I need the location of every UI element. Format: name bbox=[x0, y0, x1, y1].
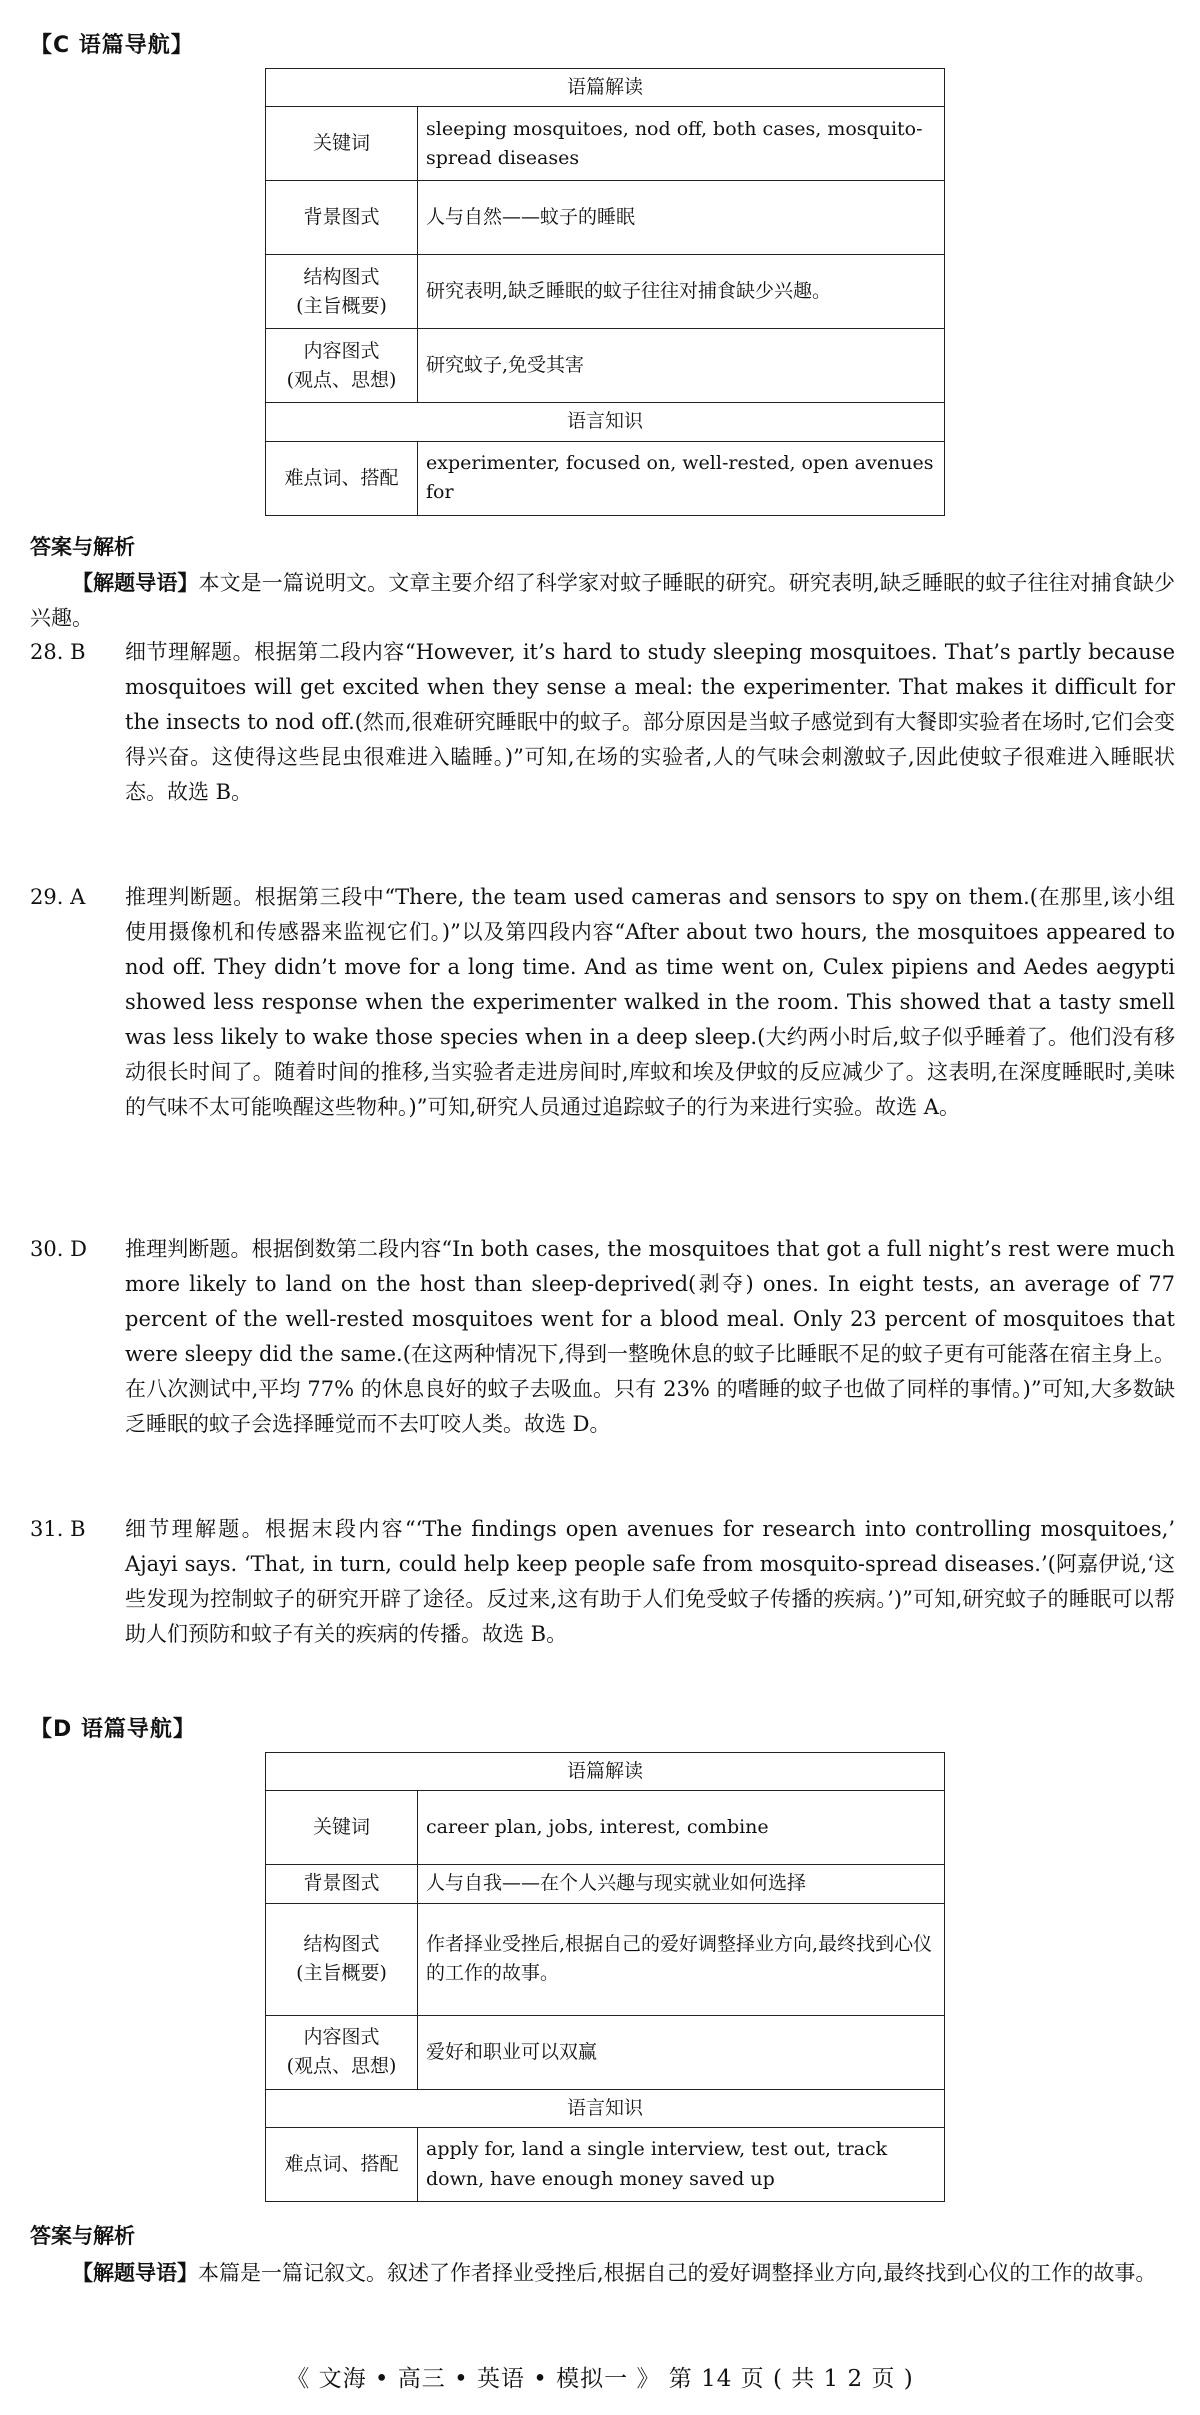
item-number: 30. D bbox=[30, 1237, 87, 1261]
row-value: 研究蚊子,免受其害 bbox=[418, 329, 945, 403]
row-value: experimenter, focused on, well-rested, open avenues for bbox=[418, 441, 945, 515]
table-header-reading: 语篇解读 bbox=[266, 69, 945, 107]
section-d-guide-table bbox=[265, 1752, 945, 2202]
answer-item-30 bbox=[30, 1232, 1175, 1442]
row-value: career plan, jobs, interest, combine bbox=[418, 1791, 945, 1865]
row-label: 背景图式 bbox=[266, 181, 418, 255]
answer-heading-c: 答案与解析 bbox=[30, 535, 135, 559]
row-label: 关键词 bbox=[266, 1791, 418, 1865]
guide-text: 本文是一篇说明文。文章主要介绍了科学家对蚊子睡眠的研究。研究表明,缺乏睡眠的蚊子往往对捕食缺少兴趣。 bbox=[30, 571, 1175, 630]
answer-item-28 bbox=[30, 635, 1175, 810]
section-d-heading: 【D 语篇导航】 bbox=[30, 1717, 196, 1742]
item-number: 29. A bbox=[30, 885, 86, 909]
guide-label: 【解题导语】 bbox=[72, 570, 199, 595]
answer-heading-d: 答案与解析 bbox=[30, 2224, 135, 2248]
item-number: 28. B bbox=[30, 640, 86, 664]
guide-paragraph-c bbox=[30, 565, 1175, 636]
row-value: apply for, land a single interview, test out, track down, have enough money saved up bbox=[418, 2128, 945, 2202]
item-text: 细节理解题。根据第二段内容“However, it’s hard to study sleeping mosquitoes. That’s partly because mosquitoes will get excited when they sense a meal: the experimenter. That makes it difficult for the insects to nod off.(然而,很难研究睡眠中的蚊子。部分原因是当蚊子感觉到有大餐即实验者在场时,它们会变得兴奋。这使得这些昆虫很难进入瞌睡。)”可知,在场的实验者,人的气味会刺激蚊子,因此使蚊子很难进入睡眠状态。故选 B。 bbox=[125, 640, 1175, 804]
row-label: 关键词 bbox=[266, 107, 418, 181]
item-text: 细节理解题。根据末段内容“‘The findings open avenues for research into controlling mosquitoes,’ Ajayi says. ‘That, in turn, could help keep people safe from mosquito-spread diseases.’(阿嘉伊说,‘这些发现为控制蚊子的研究开辟了途径。反过来,这有助于人们免受蚊子传播的疾病。’)”可知,研究蚊子的睡眠可以帮助人们预防和蚊子有关的疾病的传播。故选 B。 bbox=[125, 1517, 1175, 1646]
section-c-guide-table bbox=[265, 68, 945, 516]
answer-item-29 bbox=[30, 880, 1175, 1125]
row-value: sleeping mosquitoes, nod off, both cases, mosquito-spread diseases bbox=[418, 107, 945, 181]
row-label: 难点词、搭配 bbox=[266, 441, 418, 515]
row-label: 内容图式 (观点、思想) bbox=[266, 2015, 418, 2089]
row-value: 人与自我——在个人兴趣与现实就业如何选择 bbox=[418, 1865, 945, 1903]
answer-item-31 bbox=[30, 1512, 1175, 1652]
row-label: 难点词、搭配 bbox=[266, 2128, 418, 2202]
row-value: 研究表明,缺乏睡眠的蚊子往往对捕食缺少兴趣。 bbox=[418, 255, 945, 329]
item-text: 推理判断题。根据第三段中“There, the team used cameras and sensors to spy on them.(在那里,该小组使用摄像机和传感器来监视它们。)”以及第四段内容“After about two hours, the mosquitoes appeared to nod off. They didn’t move for a long time. And as time went on, Culex pipiens and Aedes aegypti showed less response when the experimenter walked in the room. This showed that a tasty smell was less likely to wake those species when in a deep sleep.(大约两小时后,蚊子似乎睡着了。他们没有移动很长时间了。随着时间的推移,当实验者走进房间时,库蚊和埃及伊蚊的反应减少了。这表明,在深度睡眠时,美味的气味不太可能唤醒这些物种。)”可知,研究人员通过追踪蚊子的行为来进行实验。故选 A。 bbox=[125, 885, 1175, 1119]
guide-paragraph-d bbox=[30, 2255, 1175, 2291]
row-label: 背景图式 bbox=[266, 1865, 418, 1903]
item-number: 31. B bbox=[30, 1517, 86, 1541]
table-header-reading: 语篇解读 bbox=[266, 1753, 945, 1791]
row-value: 爱好和职业可以双赢 bbox=[418, 2015, 945, 2089]
item-text: 推理判断题。根据倒数第二段内容“In both cases, the mosquitoes that got a full night’s rest were much more likely to land on the host than sleep-deprived(剥夺) ones. In eight tests, an average of 77 percent of the well-rested mosquitoes went for a blood meal. Only 23 percent of mosquitoes that were sleepy did the same.(在这两种情况下,得到一整晚休息的蚊子比睡眠不足的蚊子更有可能落在宿主身上。在八次测试中,平均 77% 的休息良好的蚊子去吸血。只有 23% 的嗜睡的蚊子也做了同样的事情。)”可知,大多数缺乏睡眠的蚊子会选择睡觉而不去叮咬人类。故选 D。 bbox=[125, 1237, 1175, 1436]
guide-label: 【解题导语】 bbox=[72, 2260, 198, 2285]
table-header-language: 语言知识 bbox=[266, 403, 945, 441]
row-value: 作者择业受挫后,根据自己的爱好调整择业方向,最终找到心仪的工作的故事。 bbox=[418, 1903, 945, 2015]
row-label: 结构图式 (主旨概要) bbox=[266, 1903, 418, 2015]
section-c-heading: 【C 语篇导航】 bbox=[30, 33, 194, 58]
page-footer: 《 文海 • 高三 • 英语 • 模拟一 》 第 14 页 ( 共 1 2 页 ) bbox=[286, 2366, 914, 2392]
guide-text: 本篇是一篇记叙文。叙述了作者择业受挫后,根据自己的爱好调整择业方向,最终找到心仪的工作的故事。 bbox=[198, 2261, 1157, 2285]
row-label: 内容图式 (观点、思想) bbox=[266, 329, 418, 403]
row-value: 人与自然——蚊子的睡眠 bbox=[418, 181, 945, 255]
table-header-language: 语言知识 bbox=[266, 2089, 945, 2127]
row-label: 结构图式 (主旨概要) bbox=[266, 255, 418, 329]
